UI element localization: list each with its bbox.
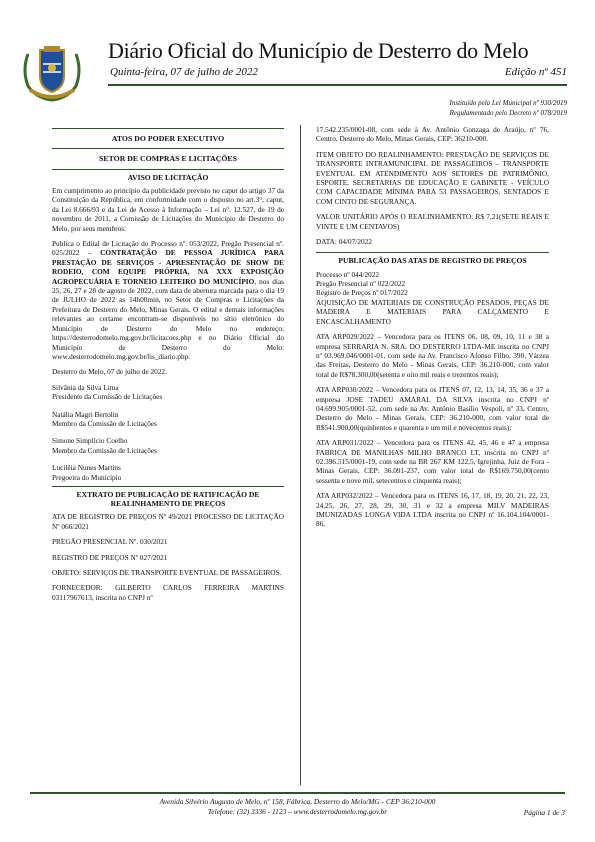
footer	[0, 797, 595, 817]
realignment-date: DATA: 04/07/2022	[316, 237, 372, 247]
publication-title: PUBLICAÇÃO DAS ATAS DE REGISTRO DE PREÇOS	[338, 256, 527, 266]
aquisicao-line: AQUISIÇÃO DE MATERIAIS DE CONSTRUÇÃO PESADOS, PEÇAS DE MADEIRA E MATERIAIS PARA CALÇAMENTO E ENCASCALHAMENTO	[316, 297, 549, 326]
section-rule	[52, 486, 284, 487]
ata-arp031: ATA ARP031/2022 – Vencedora para os ITENS 42, 45, 46 e 47 a empresa FABRICA DE MANILHAS MILHO BRANCO LT, inscrita no CNPJ nº 02.396.515/0001-19, com sede na BR 267 KM 122,5, Igrejinha, Juiz de Fora - Minas Gerais, CEP: 36.091-237, com valor total de R$169.750,00(cento sessenta e nove mil, setecentos e cinquenta reais);	[316, 438, 549, 485]
municipal-crest-icon	[20, 40, 84, 104]
ata-arp030: ATA ARP030/2022 – Vencedora para os ITENS 07, 12, 13, 14, 35, 36 e 37 a empresa JOSE TADEU AMARAL DA SILVA inscrita no CNPJ nº 04.699.905/0001-52, com sede na Av. Antônio Basílio Vespoli, nº 33, Centro, Desterro do Melo - Minas Gerais, CEP: 36.210-000, com valor total de R$541.900,00(quinhentos e quarenta e um mil e novecentos reais);	[316, 385, 549, 432]
masthead	[0, 0, 595, 125]
supplier-address: 17.542.235/0001-08, com sede à Av. Antônio Gonzaga de Araújo, nº 76, Centro, Desterro do Melo, Minas Gerais, CEP: 36210-000.	[316, 125, 549, 144]
section-rule	[52, 148, 284, 149]
section-heading-executive: ATOS DO PODER EXECUTIVO	[111, 134, 225, 143]
section-rule	[52, 128, 284, 129]
ata-line: ATA DE REGISTRO DE PREÇOS Nº 49/2021 PROCESSO DE LICITAÇÃO Nº 066/2021	[52, 512, 284, 531]
signature-block: Lucilêia Nunes Martins Pregoeira do Município	[52, 463, 122, 482]
section-rule	[52, 169, 284, 170]
ata-arp032: ATA ARP032/2022 – Vencedora para os ITENS 16, 17, 18, 19, 20, 21, 22, 23, 24,25, 26, 27, 28, 29, 30, 31 e 32 a empresa MILV MADEIRAS IMUNIZADAS LONGA VIDA LTDA inscrita no CNPJ nº 16.104.104/0001-86,	[316, 491, 549, 529]
institution-note: Instituído pela Lei Municipal nº 930/2019 Regulamentado pelo Decreto nº 078/2019	[449, 99, 567, 117]
footer-address: Avenida Silvério Augusto de Melo, nº 158, Fábrica, Desterro do Melo/MG - CEP 36.210-000	[159, 797, 436, 806]
unit-value: VALOR UNITÁRIO APÓS O REALINHAMENTO: R$ 7,21(SETE REAIS E VINTE E UM CENTAVOS)	[316, 212, 549, 231]
objeto-line: OBJETO: SERVIÇOS DE TRANSPORTE EVENTUAL DE PASSAGEIROS.	[52, 568, 282, 578]
section-heading-purchasing: SETOR DE COMPRAS E LICITAÇÕES	[99, 154, 237, 164]
place-date: Desterro do Melo, 07 de julho de 2022.	[52, 367, 167, 377]
header-divider	[108, 84, 567, 86]
pregao-line: Pregão Presencial nº 022/2022	[316, 279, 406, 289]
column-divider	[300, 125, 301, 785]
signature-block: Natália Magri Bertolin Membro da Comissão de Licitações	[52, 409, 157, 428]
extract-title: EXTRATO DE PUBLICAÇÃO DE RATIFICAÇÃO DE REALINHAMENTO DE PREÇOS	[76, 489, 260, 509]
footer-contact: Telefone: (32) 3336 - 1123 – www.desterrodomelo.mg.gov.br	[207, 807, 388, 816]
notice-paragraph: Em cumprimento ao princípio da publicidade previsto no caput do artigo 37 da Constituição da República, em conformidade com o disposto no art.3°, caput, da Lei 8.666/93 e da Lei de Acesso à Informação – Lei n°. 12.527, de 19 de novembro de 2011, a Comissão de Licitações do Município de Desterro do Melo, por seus membros:	[52, 186, 284, 233]
right-column	[316, 125, 549, 535]
edition-number: Edição nº 451	[504, 66, 567, 78]
ata-arp029: ATA ARP029/2022 – Vencedora para os ITENS 06, 08, 09, 10, 11 e 38 a empresa SERRARIA N. SRA. DO DESTERRO LTDA-ME inscrita no CNPJ nº 03.969.046/0001-01, com sede na Av. Francisco Afonso Filho, 390, Várzea das Freitas, Desterro do Melo - Minas Gerais, CEP: 36.210-000, com valor total de R$78.300,00(setenta e oito mil reais e trezentos reais);	[316, 332, 549, 379]
pregao-line: PREGÃO PRESENCIAL Nº. 030/2021	[52, 537, 168, 547]
notice-edital-paragraph: Publica o Edital de Licitação do Processo nº. 053/2022, Pregão Presencial nº. 025/2022 – CONTRATAÇÃO DE PESSOA JURÍDICA PARA PRESTAÇÃO DE SERVIÇOS - APRESENTAÇÃO DE SHOW DE RODEIO, COM EQUIPE PRÓPRIA, NA XXX EXPOSIÇÃO AGROPECUÁRIA E TORNEIO LEITEIRO DO MUNICÍPIO, nos dias 25, 26, 27 e 28 de agosto de 2022, com data de abertura marcada para o dia 19 de JULHO de 2022 as 14h00min, no Setor de Compras e Licitações da Prefeitura de Desterro do Melo, Minas Gerais. O edital e demais informações relevantes ao certame encontram-se disponíveis no sítio eletrônico do Município de Desterro do Melo no endereço: https://desterrodomelo.mg.gov.br/licitacoes.php e no Diário Oficial do Município de Desterro do Melo: www.desterrodomelo.mg.gov.br/lis_diario.php.	[52, 239, 284, 361]
registro-line: Registro de Preços nº 017/2022	[316, 288, 408, 298]
section-rule	[316, 252, 549, 253]
left-column	[52, 125, 284, 608]
notice-title: AVISO DE LICITAÇÃO	[127, 172, 209, 182]
page-title: Diário Oficial do Município de Desterro do Melo	[108, 38, 529, 63]
item-realignment: ITEM OBJETO DO REALINHAMENTO: PRESTAÇÃO DE SERVIÇOS DE TRANSPORTE INTRAMUNICIPAL DE PASSAGEIROS – TRANSPORTE EVENTUAL EM ATENDIMENTO AOS SETORES DE PATRIMÔNIO, ESPORTE, SECRETARIAS DE EDUCAÇÃO E GABINETE - VEÍCULO COM CAPACIDADE MÍNIMA PARA 53 PASSAGEIROS, SENTADOS E COM CINTO DE SEGURANÇA.	[316, 149, 549, 206]
registro-line: REGISTRO DE PREÇOS Nº 027/2021	[52, 552, 168, 562]
page-number: Página 1 de 3	[523, 808, 565, 817]
signature-block: Simone Simplício Coelho Membro da Comissão de Licitações	[52, 436, 157, 455]
signature-block: Silvânia da Silva Lima Presidente da Comissão de Licitações	[52, 382, 163, 402]
issue-date: Quinta-feira, 07 de julho de 2022	[110, 66, 258, 78]
footer-divider	[30, 792, 565, 794]
processo-line: Processo nº 044/2022	[316, 269, 380, 279]
fornecedor-line: FORNECEDOR: GILBERTO CARLOS FERREIRA MARTINS 03117967613, inscrita no CNPJ nº	[52, 583, 284, 602]
